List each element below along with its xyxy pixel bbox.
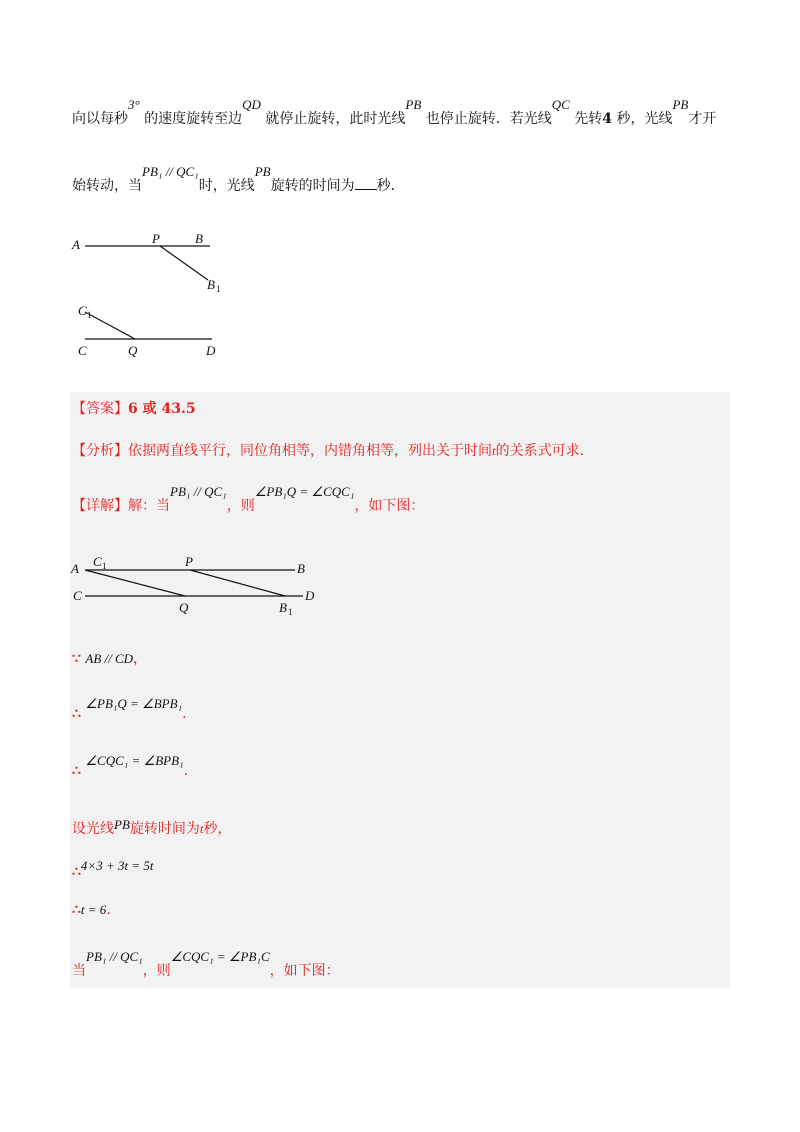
answer-value: 6 或 43.5 [128, 401, 196, 417]
detail-line [72, 484, 425, 515]
label-b1: B [279, 600, 287, 615]
detail-tag: 【详解】 [72, 498, 128, 514]
text: 设光线 [72, 821, 114, 837]
math-pb: PB [114, 817, 130, 832]
because-symbol: ∵ [72, 651, 81, 667]
math-t: t [199, 821, 204, 836]
label-c: C [78, 343, 87, 358]
math-qd: QD [242, 97, 261, 112]
label-d: D [305, 588, 315, 603]
text: 秒． [376, 178, 405, 194]
math-pb: PB [254, 164, 271, 179]
problem-line-2 [72, 164, 405, 195]
math-pb: PB [405, 97, 422, 112]
number-four: 4 [602, 111, 612, 127]
text: 依据两直线平行，同位角相等，内错角相等，列出关于时间 [128, 443, 492, 459]
label-p: P [152, 231, 160, 246]
label-a: A [72, 237, 80, 252]
answer-blank [355, 177, 377, 190]
text: 先转 [574, 111, 603, 127]
label-a: A [71, 561, 79, 576]
punctuation: ， [133, 651, 148, 667]
text: ，如下图： [354, 498, 425, 514]
label-c1: C [93, 554, 102, 569]
step-expression: ∠PB₁Q = ∠BPB₁ [85, 696, 183, 711]
label-b1-sub: 1 [216, 284, 221, 294]
therefore-symbol: ∴ [72, 864, 81, 880]
punctuation: . [183, 763, 189, 779]
equation: t = 6 [80, 902, 107, 917]
math-qc: QC [551, 97, 570, 112]
text: 就停止旋转，此时光线 [265, 111, 406, 127]
text: 旋转时间为 [129, 821, 200, 837]
label-c1-sub: 1 [102, 561, 107, 571]
step-2 [72, 696, 187, 722]
analysis-line [72, 440, 594, 460]
parallel-condition: PB₁ // QC₁ [142, 164, 199, 179]
label-q: Q [179, 600, 189, 615]
analysis-tag: 【分析】 [72, 443, 128, 459]
text: 的关系式可求． [495, 443, 594, 459]
label-c: C [73, 588, 82, 603]
parallel-condition: PB₁ // QC₁ [86, 949, 143, 964]
label-b: B [195, 231, 203, 246]
last-case-line [72, 949, 340, 980]
text: 也停止旋转．若光线 [425, 111, 552, 127]
text: 的速度旋转至边 [144, 111, 243, 127]
punctuation: . [182, 706, 187, 722]
text: 才开 [688, 111, 717, 127]
label-c1-sub: 1 [87, 310, 92, 320]
step-3 [72, 753, 189, 779]
label-p: P [185, 554, 193, 569]
text: 秒，光线 [616, 111, 673, 127]
label-b: B [297, 561, 305, 576]
label-d: D [206, 343, 216, 358]
set-variable-line [72, 818, 232, 838]
label-b1: B [207, 277, 215, 292]
punctuation: . [106, 902, 111, 918]
text: ，如下图： [269, 963, 340, 979]
text: ，则 [142, 963, 171, 979]
math-pb: PB [672, 97, 689, 112]
text: 当 [72, 963, 86, 979]
text: 解：当 [128, 498, 170, 514]
step-1 [72, 648, 147, 668]
text: 旋转的时间为 [270, 178, 355, 194]
parallel-condition: PB₁ // QC₁ [170, 484, 227, 499]
label-c1: C [78, 303, 87, 318]
text: 秒， [203, 821, 232, 837]
label-b1-sub: 1 [288, 607, 293, 617]
problem-line-1 [72, 97, 717, 128]
rate-value: 3° [128, 97, 140, 112]
answer-tag: 【答案】 [72, 401, 128, 417]
angle-equation: ∠PB₁Q = ∠CQC₁ [254, 484, 355, 499]
text: 时，光线 [198, 178, 255, 194]
figure-1-diagram [60, 225, 240, 365]
step-expression: ∠CQC₁ = ∠BPB₁ [85, 753, 184, 768]
therefore-symbol: ∴ [72, 902, 81, 918]
angle-equation: ∠CQC₁ = ∠PB₁C [170, 949, 270, 964]
therefore-symbol: ∴ [72, 763, 81, 779]
text: 向以每秒 [72, 111, 128, 127]
answer-line [72, 398, 196, 418]
math-t: t [492, 443, 496, 458]
equation: 4×3 + 3t = 5t [80, 858, 154, 873]
equation-2 [72, 902, 111, 918]
equation-1 [72, 858, 154, 880]
text: ，则 [226, 498, 255, 514]
text: 始转动，当 [72, 178, 142, 194]
figure-2-diagram [65, 550, 335, 620]
step-expression: AB // CD [85, 651, 134, 666]
label-q: Q [128, 343, 138, 358]
solution-box [70, 392, 730, 988]
therefore-symbol: ∴ [72, 706, 81, 722]
